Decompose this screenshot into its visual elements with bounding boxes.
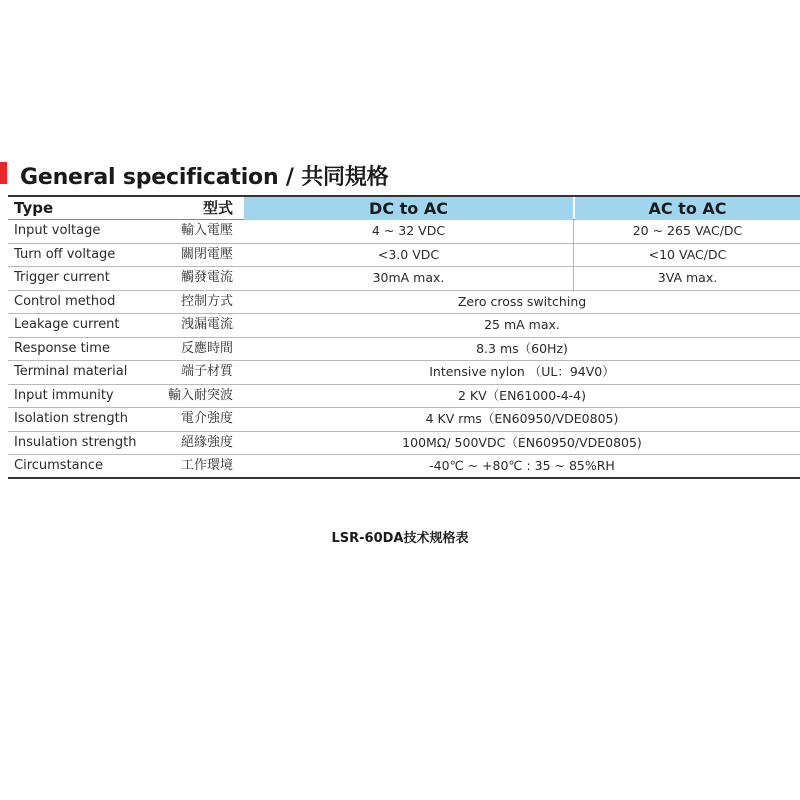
table-row: [8, 385, 800, 409]
row-label-en: Input voltage: [14, 223, 101, 238]
table-header-row: [8, 195, 800, 220]
ac-to-ac-value: 20 ~ 265 VAC/DC: [632, 223, 743, 238]
dc-to-ac-value: 4 ~ 32 VDC: [371, 223, 446, 238]
table-row: [8, 338, 800, 362]
row-label-zh: 工作環境: [180, 458, 233, 473]
dc-to-ac-value: <3.0 VDC: [377, 246, 440, 262]
row-label-en: Response time: [14, 340, 110, 356]
row-label-zh: 控制方式: [180, 293, 233, 309]
type-header-zh: 型式: [202, 199, 233, 217]
row-label-zh: 電介強度: [180, 411, 233, 426]
merged-value: 100MΩ/ 500VDC（EN60950/VDE0805): [402, 434, 642, 450]
ac-to-ac-header: AC to AC: [575, 197, 800, 220]
ac-to-ac-value: <10 VAC/DC: [648, 246, 727, 262]
row-label-en: Terminal material: [14, 364, 128, 379]
row-label-en: Trigger current: [14, 270, 110, 285]
merged-value: -40℃ ~ +80℃ : 35 ~ 85%RH: [429, 458, 615, 473]
table-row: [8, 291, 800, 315]
row-label-en: Insulation strength: [14, 434, 137, 450]
table-row: [8, 408, 800, 432]
dc-to-ac-header: DC to AC: [244, 197, 573, 220]
merged-value: 2 KV（EN61000-4-4): [458, 387, 586, 403]
merged-value: Intensive nylon （UL：94V0）: [429, 364, 615, 379]
row-label-en: Control method: [14, 293, 116, 309]
ac-to-ac-value: 3VA max.: [657, 270, 718, 285]
column-divider: [573, 244, 574, 267]
row-label-en: Isolation strength: [14, 411, 128, 426]
table-row: [8, 267, 800, 291]
table-row: [8, 314, 800, 338]
table-row: [8, 432, 800, 456]
column-divider: [573, 220, 574, 243]
caption: LSR-60DA技术规格表: [331, 531, 469, 546]
section-accent-bar: [0, 162, 7, 184]
table-row: [8, 455, 800, 479]
row-label-zh: 絕緣強度: [180, 434, 233, 450]
row-label-zh: 反應時間: [180, 340, 233, 356]
row-label-zh: 關閉電壓: [180, 246, 233, 262]
table-row: [8, 220, 800, 244]
dc-to-ac-value: 30mA max.: [372, 270, 445, 285]
type-header-en: Type: [14, 199, 54, 217]
table-row: [8, 244, 800, 268]
merged-value: 4 KV rms（EN60950/VDE0805): [425, 411, 619, 426]
row-label-en: Turn off voltage: [14, 246, 116, 262]
column-divider: [573, 267, 574, 290]
section-title: General specification / 共同規格: [20, 165, 389, 190]
table-row: [8, 361, 800, 385]
row-label-zh: 輸入電壓: [180, 223, 233, 238]
row-label-en: Leakage current: [14, 317, 120, 332]
row-label-zh: 洩漏電流: [180, 317, 233, 332]
merged-value: Zero cross switching: [457, 293, 587, 309]
row-label-zh: 輸入耐突波: [167, 387, 233, 403]
row-label-zh: 端子材質: [180, 364, 233, 379]
row-label-en: Circumstance: [14, 458, 104, 473]
merged-value: 8.3 ms（60Hz): [476, 340, 568, 356]
row-label-en: Input immunity: [14, 387, 114, 403]
row-label-zh: 觸發電流: [180, 270, 233, 285]
merged-value: 25 mA max.: [484, 317, 560, 332]
spec-table: [8, 195, 800, 479]
